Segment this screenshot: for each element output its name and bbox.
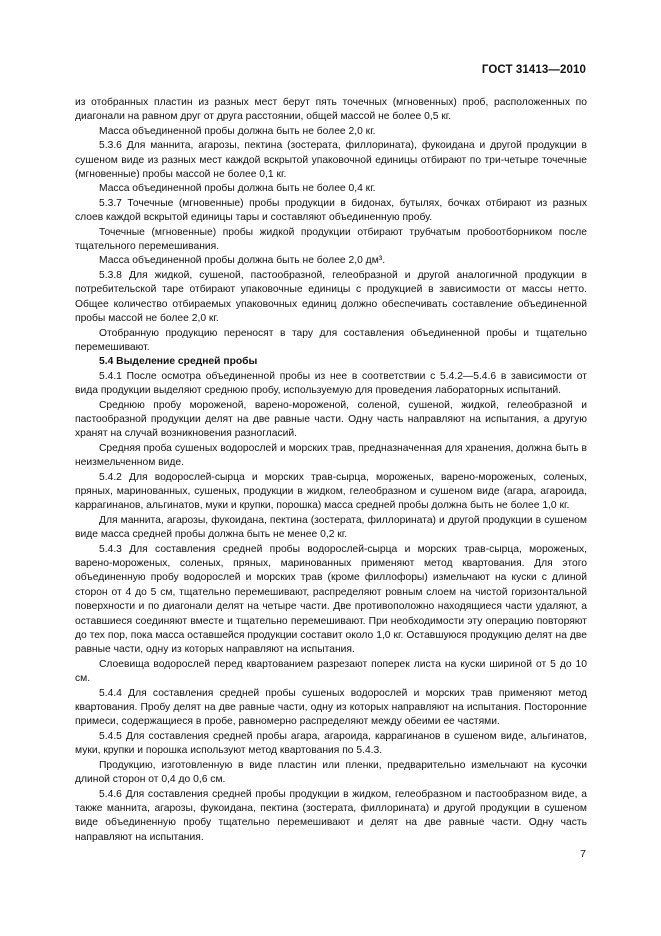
paragraph: 5.3.6 Для маннита, агарозы, пектина (зостерата, филлорината), фукоидана и другой продукции в сушеном виде из разных мест каждой вскрытой упаковочной единицы отбирают по три-четыре точечные (мгновенные) пробы массой не более 0,1 кг. <box>75 140 587 181</box>
paragraph: Масса объединенной пробы должна быть не более 2,0 дм³. <box>99 255 386 267</box>
paragraph: 5.4.1 После осмотра объединенной пробы из нее в соответствии с 5.4.2—5.4.6 в зависимости от вида продукции выделяют среднюю пробу, используемую для проведения лабораторных испытаний. <box>75 370 587 397</box>
paragraph: Масса объединенной пробы должна быть не более 0,4 кг. <box>99 183 376 195</box>
page-number: 7 <box>580 848 586 860</box>
paragraph: Отобранную продукцию переносят в тару для составления объединенной пробы и тщательно перемешивают. <box>75 327 587 353</box>
paragraph: 5.4.6 Для составления средней пробы продукции в жидком, гелеобразном и пастообразном виде, а также маннита, агарозы, фукоидана, пектина (зостерата, филлорината) и другой продукции в сушеном виде объединенную пробу тщательно перемешивают и делят на две равные части. Одну часть направляют на испытания. <box>75 788 587 843</box>
paragraph: 5.3.8 Для жидкой, сушеной, пастообразной, гелеобразной и другой аналогичной продукции в потребительской таре отбирают упаковочные единицы с продукцией в зависимости от массы нетто. Общее количество отбираемых упаковочных единиц должно обеспечивать составление объединенной пробы массой не более 2,0 кг. <box>75 269 587 325</box>
paragraph: Продукцию, изготовленную в виде пластин или пленки, предварительно измельчают на кусочки длиной сторон от 0,4 до 0,6 см. <box>75 759 587 786</box>
paragraph: Слоевища водорослей перед квартованием разрезают поперек листа на куски шириной от 5 до 10 см. <box>75 658 587 685</box>
section-heading: 5.4 Выделение средней пробы <box>99 356 258 368</box>
paragraph: Среднюю пробу мороженой, варено-мороженой, соленой, сушеной, жидкой, гелеобразной и пастообразной продукции делят на две равные части. Одну часть направляют на испытания, а другую хранят на случай возникновения разногласий. <box>75 399 587 440</box>
paragraph: 5.3.7 Точечные (мгновенные) пробы продукции в бидонах, бутылях, бочках отбирают из разных слоев каждой вскрытой единицы тары и составляют объединенную пробу. <box>75 197 587 224</box>
paragraph: 5.4.5 Для составления средней пробы агара, агароида, каррагинанов в сушеном виде, альгинатов, муки, крупки и порошка используют метод квартования по 5.4.3. <box>75 730 587 757</box>
paragraph: Средняя проба сушеных водорослей и морских трав, предназначенная для хранения, должна быть в неизмельченном виде. <box>75 442 587 469</box>
paragraph: Для маннита, агарозы, фукоидана, пектина (зостерата, филлорината) и другой продукции в сушеном виде масса средней пробы должна быть не менее 0,2 кг. <box>75 514 587 541</box>
paragraph: Масса объединенной пробы должна быть не более 2,0 кг. <box>99 125 376 137</box>
standard-header: ГОСТ 31413—2010 <box>481 64 586 76</box>
paragraph: 5.4.2 Для водорослей-сырца и морских трав-сырца, мороженых, варено-мороженых, соленых, пряных, маринованных, сушеных, продукции в жидком, гелеобразном и сушеном виде (агара, агароида, каррагинанов, альгинатов, муки и крупки, порошка) масса средней пробы должна быть не более 1,0 кг. <box>75 471 587 512</box>
paragraph: 5.4.4 Для составления средней пробы сушеных водорослей и морских трав применяют метод квартования. Пробу делят на две равные части, одну из которых направляют на испытания. Посторонние примеси, содержащиеся в пробе, равномерно распределяют между обеими ее частями. <box>75 687 587 728</box>
paragraph: 5.4.3 Для составления средней пробы водорослей-сырца и морских трав-сырца, мороженых, варено-мороженых, соленых, пряных, маринованных применяют метод квартования. Для этого объединенную пробу водорослей и морских трав (кроме филлофоры) измельчают на куски с длиной сторон от 4 до 5 см, тщательно перемешивают, распределяют ровным слоем на чистой горизонтальной поверхности и по диагонали делят на четыре части. Две противоположно находящиеся части удаляют, а оставшиеся соединяют вместе и тщательно перемешивают. При необходимости эту операцию повторяют до тех пор, пока масса оставшейся продукции составит около 1,0 кг. Оставшуюся продукцию делят на две равные части, одну из которых направляют на испытания. <box>75 543 587 656</box>
body-text <box>75 96 587 845</box>
paragraph: из отобранных пластин из разных мест берут пять точечных (мгновенных) проб, расположенных по диагонали на равном друг от друга расстоянии, общей массой не более 0,5 кг. <box>75 97 587 123</box>
paragraph: Точечные (мгновенные) пробы жидкой продукции отбирают трубчатым пробоотборником после тщательного перемешивания. <box>75 226 587 253</box>
